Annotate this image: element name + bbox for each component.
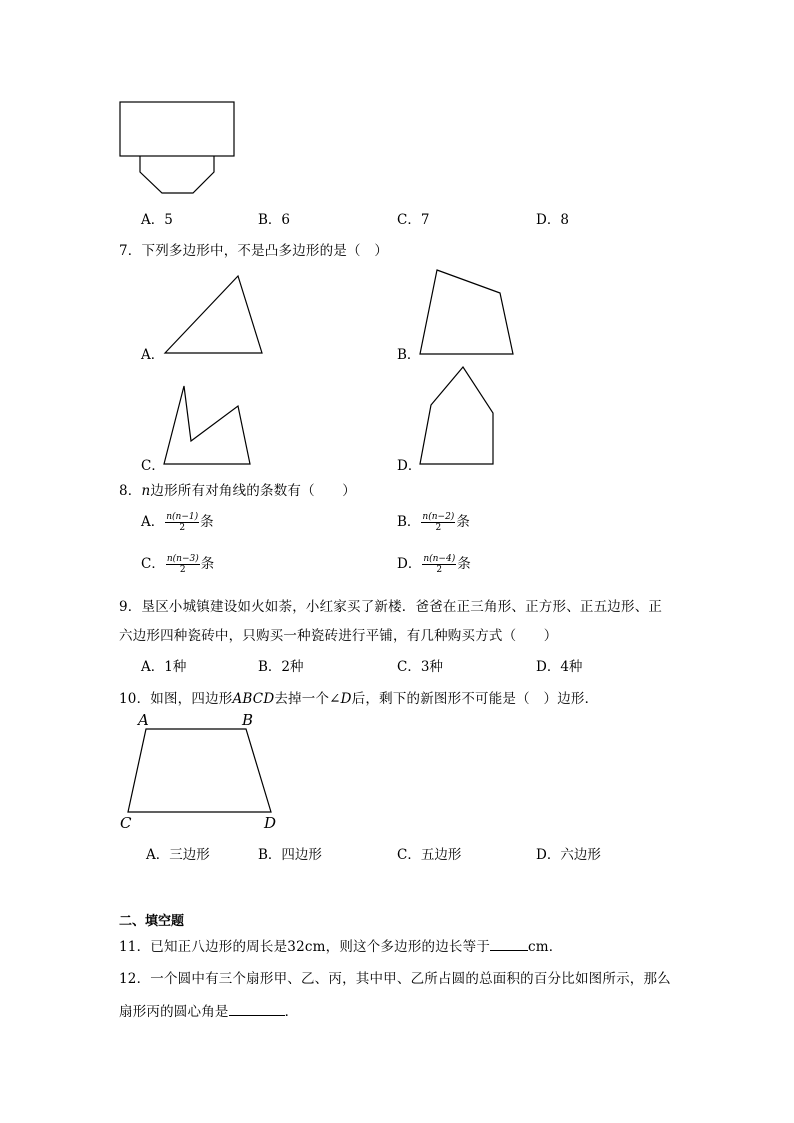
q7-stem: 7．下列多边形中，不是凸多边形的是（ ） xyxy=(119,243,389,259)
q10-stem-mid: 去掉一个 xyxy=(274,691,330,707)
option-text: 三边形 xyxy=(169,847,210,863)
q9-option-c[interactable] xyxy=(397,655,443,675)
q10-angle: ∠D xyxy=(329,691,352,707)
option-text: 6 xyxy=(281,212,291,228)
vertex-label-d: D xyxy=(264,814,277,832)
q11-unit: cm． xyxy=(528,939,563,955)
q7-pentagon-d xyxy=(420,367,493,464)
option-text: 4种 xyxy=(560,659,583,675)
q9-option-b[interactable] xyxy=(258,655,304,675)
q11-answer-blank[interactable] xyxy=(490,938,528,951)
fraction-denominator: 2 xyxy=(435,523,442,533)
q9-stem-line1: 9．垦区小城镇建设如火如荼，小红家买了新楼．爸爸在正三角形、正方形、正五边形、正 xyxy=(119,599,663,615)
option-letter: D． xyxy=(536,847,561,863)
option-letter: A． xyxy=(141,659,165,675)
q6-option-d[interactable] xyxy=(536,208,569,228)
option-unit: 条 xyxy=(456,514,470,530)
q11-stem-prefix: 11．已知正八边形的周长是 xyxy=(119,939,288,955)
q6-figure xyxy=(120,102,234,193)
option-letter: D． xyxy=(536,659,561,675)
q10-option-d[interactable] xyxy=(536,843,601,863)
q6-base-shape xyxy=(140,156,214,193)
option-text: 2种 xyxy=(281,659,304,675)
q6-option-b[interactable] xyxy=(258,208,290,228)
fraction-denominator: 2 xyxy=(179,565,186,575)
q12-stem-line2 xyxy=(119,1000,298,1020)
option-letter: C． xyxy=(397,847,421,863)
q11-stem xyxy=(119,935,563,955)
q10-quad-name: ABCD xyxy=(232,691,275,707)
option-letter: C． xyxy=(397,212,421,228)
option-text: 五边形 xyxy=(420,847,462,863)
option-letter: A． xyxy=(146,847,170,863)
vertex-label-a: A xyxy=(138,711,149,729)
fraction xyxy=(422,554,456,575)
option-letter: B． xyxy=(397,514,421,530)
fraction-numerator: n(n−2) xyxy=(422,512,455,522)
q12-stem-line1: 12．一个圆中有三个扇形甲、乙、丙，其中甲、乙所占圆的总面积的百分比如图所示，那么 xyxy=(119,971,671,987)
section-title: 二、填空题 xyxy=(119,914,185,929)
q9-option-d[interactable] xyxy=(536,655,582,675)
q11-stem-mid: ，则这个多边形的边长等于 xyxy=(325,939,491,955)
q6-rectangle xyxy=(120,102,234,156)
q10-quadrilateral xyxy=(128,729,271,812)
q7-option-a-label[interactable]: A． xyxy=(141,347,165,363)
option-unit: 条 xyxy=(200,514,214,530)
option-letter: A． xyxy=(141,514,165,530)
vertex-label-c: C xyxy=(120,814,132,832)
q7-concave-c xyxy=(164,386,250,464)
option-letter: B． xyxy=(258,659,282,675)
q7-quadrilateral-b xyxy=(420,270,513,354)
option-text: 5 xyxy=(164,212,173,228)
option-letter: B． xyxy=(258,212,282,228)
option-text: 四边形 xyxy=(281,847,322,863)
q8-option-a[interactable] xyxy=(141,510,214,533)
q8-stem xyxy=(119,479,356,499)
q8-stem-text: 边形所有对角线的条数有（ ） xyxy=(150,483,356,499)
option-text: 1种 xyxy=(164,659,187,675)
q12-answer-blank[interactable] xyxy=(229,1003,285,1016)
q7-option-c-label[interactable]: C． xyxy=(141,458,165,474)
option-letter: C． xyxy=(141,556,165,572)
fraction-denominator: 2 xyxy=(179,523,186,533)
q12-stem-prefix: 扇形丙的圆心角是 xyxy=(119,1004,229,1020)
option-text: 7 xyxy=(420,212,430,228)
option-text: 8 xyxy=(560,212,569,228)
option-unit: 条 xyxy=(457,556,471,572)
q10-stem xyxy=(119,687,598,707)
fraction-numerator: n(n−1) xyxy=(166,512,199,522)
q7-option-d-label[interactable]: D． xyxy=(397,458,422,474)
q10-option-c[interactable] xyxy=(397,843,461,863)
option-letter: D． xyxy=(536,212,561,228)
fraction xyxy=(421,512,455,533)
q11-value: 32cm xyxy=(287,939,326,955)
option-letter: D． xyxy=(397,556,422,572)
q10-stem-suffix: 后，剩下的新图形不可能是（ ）边形． xyxy=(351,691,599,707)
q7-option-b-label[interactable]: B． xyxy=(397,347,421,363)
option-letter: A． xyxy=(141,212,165,228)
q9-option-a[interactable] xyxy=(141,655,186,675)
option-unit: 条 xyxy=(200,556,215,572)
q10-option-b[interactable] xyxy=(258,843,322,863)
q12-stem-suffix: ． xyxy=(284,1004,299,1020)
option-letter: B． xyxy=(258,847,282,863)
q8-option-d[interactable] xyxy=(397,552,471,575)
fraction-numerator: n(n−3) xyxy=(166,554,199,564)
q6-option-c[interactable] xyxy=(397,208,429,228)
fraction xyxy=(165,512,199,533)
fraction-denominator: 2 xyxy=(436,565,443,575)
q8-variable: n xyxy=(141,483,151,499)
option-text: 六边形 xyxy=(560,847,601,863)
q8-option-b[interactable] xyxy=(397,510,470,533)
option-letter: C． xyxy=(397,659,421,675)
q7-triangle-a xyxy=(165,276,262,353)
q10-option-a[interactable] xyxy=(146,843,210,863)
q9-stem-line2: 六边形四种瓷砖中，只购买一种瓷砖进行平铺，有几种购买方式（ ） xyxy=(119,628,558,644)
q10-stem-prefix: 10．如图，四边形 xyxy=(119,691,233,707)
vertex-label-b: B xyxy=(242,711,254,729)
q6-option-a[interactable] xyxy=(141,208,173,228)
fraction-numerator: n(n−4) xyxy=(423,554,456,564)
option-text: 3种 xyxy=(420,659,443,675)
q8-number: 8． xyxy=(119,483,142,499)
q8-option-c[interactable] xyxy=(141,552,214,575)
fraction xyxy=(166,554,200,575)
